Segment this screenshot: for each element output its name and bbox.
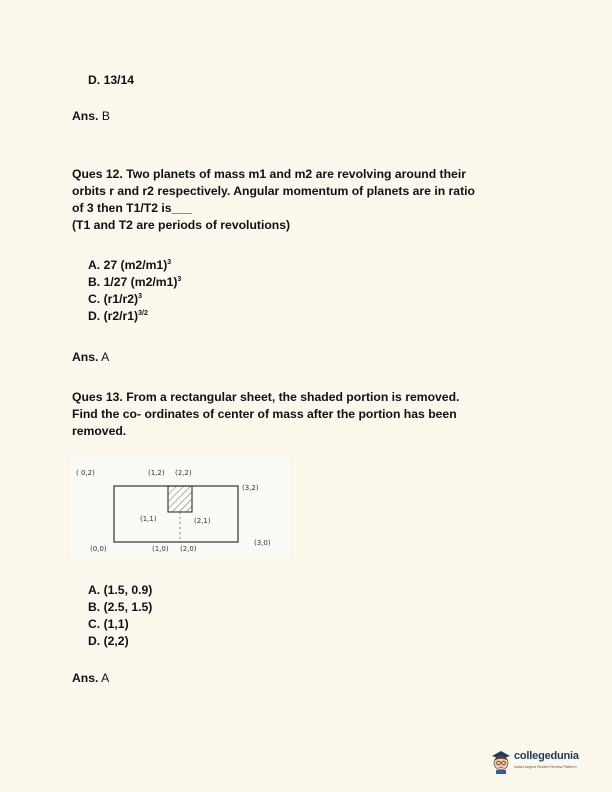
answer-value: A <box>101 350 110 364</box>
q13-answer <box>72 670 542 687</box>
q12-answer <box>72 349 542 366</box>
q12-option-a: A. 27 $(m2/m1)^3$ <box>88 258 172 272</box>
q13-options <box>88 582 558 650</box>
answer-value: A <box>101 671 110 685</box>
label-2-0: (2,0) <box>180 545 197 553</box>
collegedunia-logo <box>490 748 602 776</box>
label-2-1: (2,1) <box>194 517 211 525</box>
mascot-icon <box>490 748 512 774</box>
label-0-2: ( 0,2) <box>76 469 95 477</box>
q12-option-b: B. 1/27 $(m2/m1)^3$ <box>88 275 182 289</box>
q12-question <box>72 166 542 234</box>
q12-line: orbits r and r2 respectively. Angular momentum of planets are in ratio <box>72 184 475 198</box>
label-0-0: (0,0) <box>90 545 107 553</box>
q12-line: of 3 then T1/T2 is___ <box>72 201 192 215</box>
q13-option-b: B. (2.5, 1.5) <box>88 600 153 614</box>
rectangular-sheet-figure <box>70 458 290 558</box>
q12-options <box>88 257 558 325</box>
q11-answer <box>72 108 542 125</box>
brand-name: collegedunia <box>514 750 579 762</box>
answer-label: Ans. <box>72 671 99 685</box>
removed-shaded-portion <box>168 486 192 512</box>
answer-label: Ans. <box>72 109 99 123</box>
q13-question <box>72 389 542 440</box>
q13-line: Find the co- ordinates of center of mass after the portion has been <box>72 407 457 421</box>
label-3-0: (3,0) <box>254 539 271 547</box>
label-3-2: (3,2) <box>242 484 259 492</box>
q13-line: removed. <box>72 424 127 438</box>
q12-option-c: C. $(r1/r2)^3$ <box>88 292 143 306</box>
q13-option-a: A. (1.5, 0.9) <box>88 583 153 597</box>
label-2-2: (2,2) <box>175 469 192 477</box>
q13-line: Ques 13. From a rectangular sheet, the shaded portion is removed. <box>72 390 460 404</box>
q11-option-d: D. 13/14 <box>88 73 135 87</box>
q13-option-c: C. (1,1) <box>88 617 129 631</box>
label-1-1: (1,1) <box>140 515 157 523</box>
answer-value: B <box>101 109 110 123</box>
q12-line: Ques 12. Two planets of mass m1 and m2 are revolving around their <box>72 167 466 181</box>
q12-option-d: D. $(r2/r1)^{3/2}$ <box>88 309 148 323</box>
label-1-2: (1,2) <box>148 469 165 477</box>
q12-line: (T1 and T2 are periods of revolutions) <box>72 218 291 232</box>
q13-option-d: D. (2,2) <box>88 634 129 648</box>
answer-label: Ans. <box>72 350 99 364</box>
label-1-0: (1,0) <box>152 545 169 553</box>
brand-tagline: India's largest Student Review Platform <box>514 765 577 769</box>
